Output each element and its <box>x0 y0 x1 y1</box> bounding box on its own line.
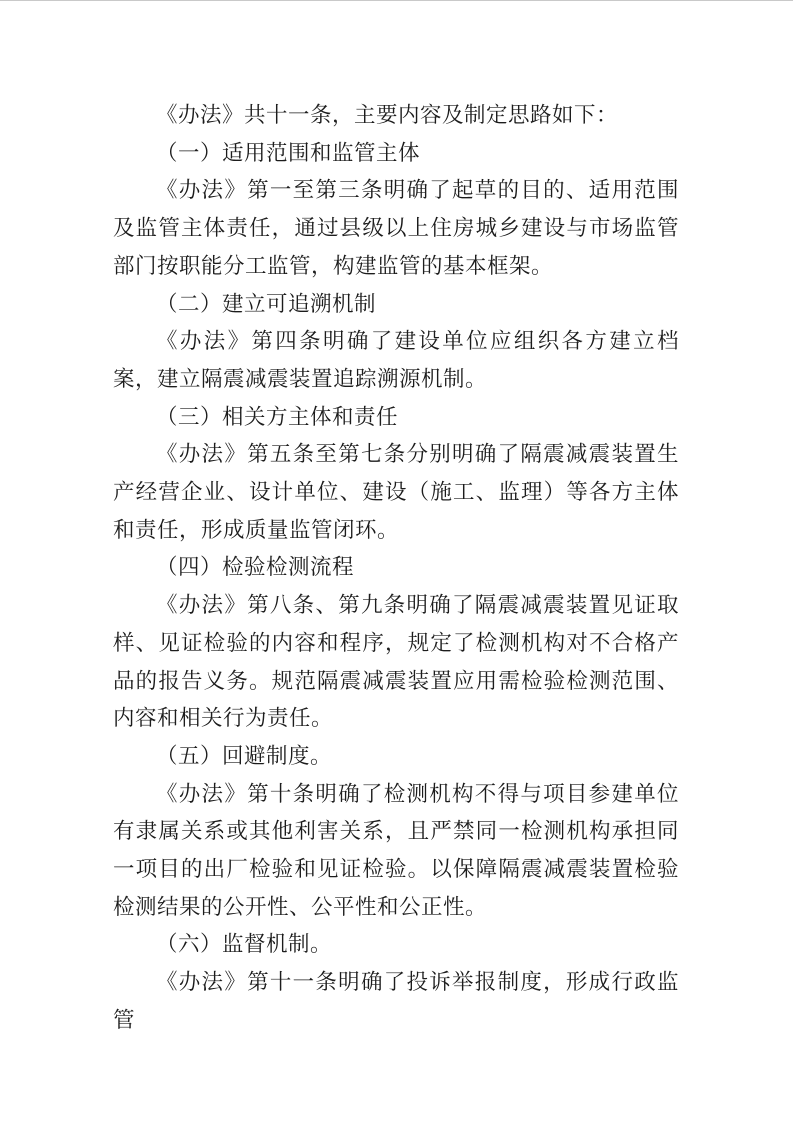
heading-section-1: （一）适用范围和监管主体 <box>156 140 421 165</box>
paragraph-section-5: 《办法》第十条明确了检测机构不得与项目参建单位有隶属关系或其他利害关系，且严禁同一检测机构承担同一项目的出厂检验和见证检验。以保障隔震减震装置检验检测结果的公开性、公平性和公正性。 <box>113 781 679 919</box>
heading-section-6: （六）监督机制。 <box>156 932 333 957</box>
paragraph-intro: 《办法》共十一条，主要内容及制定思路如下： <box>156 103 619 127</box>
paragraph-section-4: 《办法》第八条、第九条明确了隔震减震装置见证取样、见证检验的内容和程序，规定了检测机构对不合格产品的报告义务。规范隔震减震装置应用需检验检测范围、内容和相关行为责任。 <box>113 593 679 731</box>
paragraph-section-6: 《办法》第十一条明确了投诉举报制度，形成行政监管 <box>113 970 679 1032</box>
heading-section-5: （五）回避制度。 <box>156 743 333 768</box>
paragraph-section-1: 《办法》第一至第三条明确了起草的目的、适用范围及监管主体责任，通过县级以上住房城乡建设与市场监管部门按职能分工监管，构建监管的基本框架。 <box>113 178 679 278</box>
paragraph-section-2: 《办法》第四条明确了建设单位应组织各方建立档案，建立隔震减震装置追踪溯源机制。 <box>113 329 679 391</box>
heading-section-3: （三）相关方主体和责任 <box>156 404 399 429</box>
heading-section-4: （四）检验检测流程 <box>156 555 355 580</box>
heading-section-2: （二）建立可追溯机制 <box>156 291 377 316</box>
paragraph-section-3: 《办法》第五条至第七条分别明确了隔震减震装置生产经营企业、设计单位、建设（施工、监理）等各方主体和责任，形成质量监管闭环。 <box>113 442 679 542</box>
document-text-block <box>113 97 679 1040</box>
